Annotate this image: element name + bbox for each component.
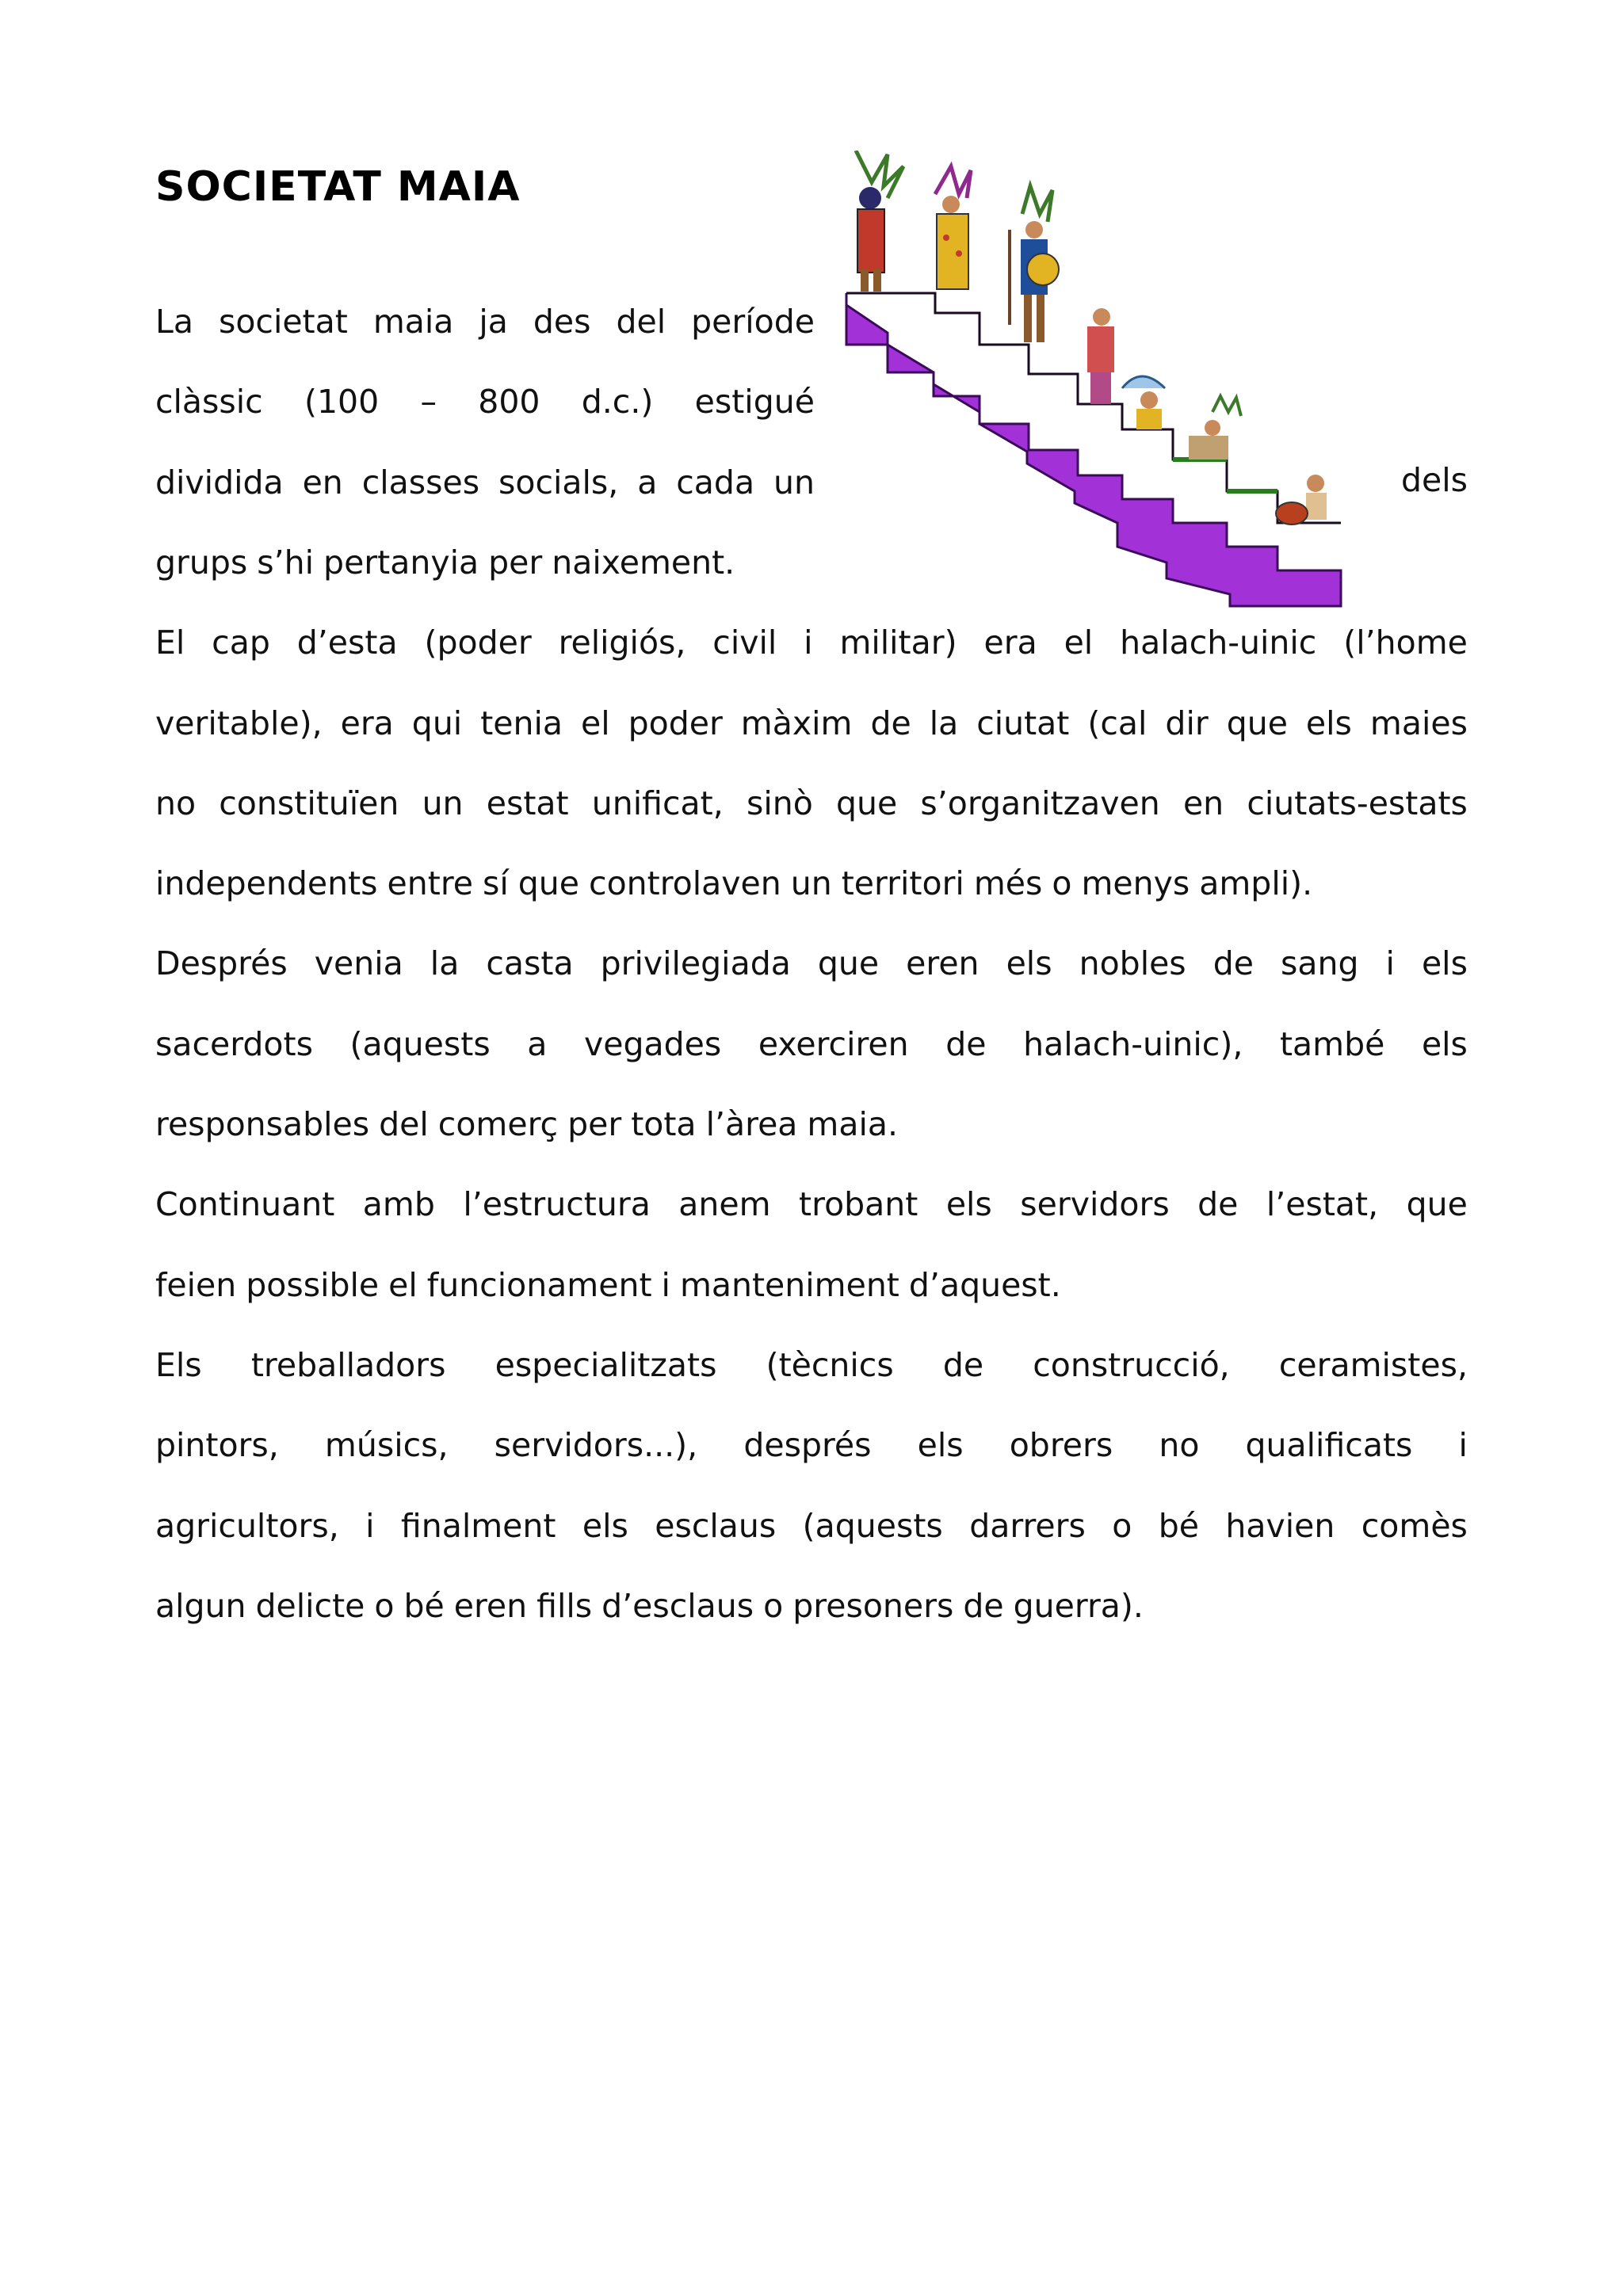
noble-figure-icon bbox=[935, 166, 971, 289]
text-line: pintors, músics, servidors...), després els obrers no qualificats i bbox=[155, 1426, 1468, 1465]
intro-trailing-word: dels bbox=[1400, 461, 1468, 499]
page-title: SOCIETAT MAIA bbox=[155, 163, 521, 211]
text-line: no constituïen un estat unificat, sinò que s’organitzaven en ciutats-estats bbox=[155, 784, 1468, 822]
slave-figure-icon bbox=[1276, 475, 1327, 524]
text-line: independents entre sí que controlaven un territori més o menys ampli). bbox=[155, 864, 1313, 903]
text-line: Després venia la casta privilegiada que eren els nobles de sang i els bbox=[155, 944, 1468, 983]
text-line: responsables del comerç per tota l’àrea maia. bbox=[155, 1105, 899, 1143]
text-line: veritable), era qui tenia el poder màxim de la ciutat (cal dir que els maies bbox=[155, 704, 1468, 742]
text-line: Continuant amb l’estructura anem trobant els servidors de l’estat, que bbox=[155, 1185, 1468, 1224]
farmer-figure-icon bbox=[1189, 396, 1241, 460]
text-line: agricultors, i finalment els esclaus (aquests darrers o bé havien comès bbox=[155, 1506, 1468, 1545]
warrior-figure-icon bbox=[1010, 186, 1059, 342]
text-line: dividida en classes socials, a cada un bbox=[155, 463, 815, 502]
text-line: algun delicte o bé eren fills d’esclaus o presoners de guerra). bbox=[155, 1586, 1144, 1625]
text-line: clàssic (100 – 800 d.c.) estigué bbox=[155, 383, 815, 421]
servant-figure-icon bbox=[1087, 308, 1114, 404]
text-line: grups s’hi pertanyia per naixement. bbox=[155, 543, 735, 582]
text-line: Els treballadors especialitzats (tècnics de construcció, ceramistes, bbox=[155, 1345, 1468, 1384]
text-line: El cap d’esta (poder religiós, civil i militar) era el halach-uinic (l’home bbox=[155, 624, 1468, 662]
craftsman-figure-icon bbox=[1122, 376, 1165, 429]
social-pyramid-staircase-illustration bbox=[840, 151, 1347, 610]
text-line: La societat maia ja des del període bbox=[155, 303, 815, 341]
text-line: feien possible el funcionament i manteniment d’aquest. bbox=[155, 1265, 1061, 1304]
ruler-figure-icon bbox=[856, 151, 903, 292]
text-line: sacerdots (aquests a vegades exerciren de halach-uinic), també els bbox=[155, 1024, 1468, 1063]
